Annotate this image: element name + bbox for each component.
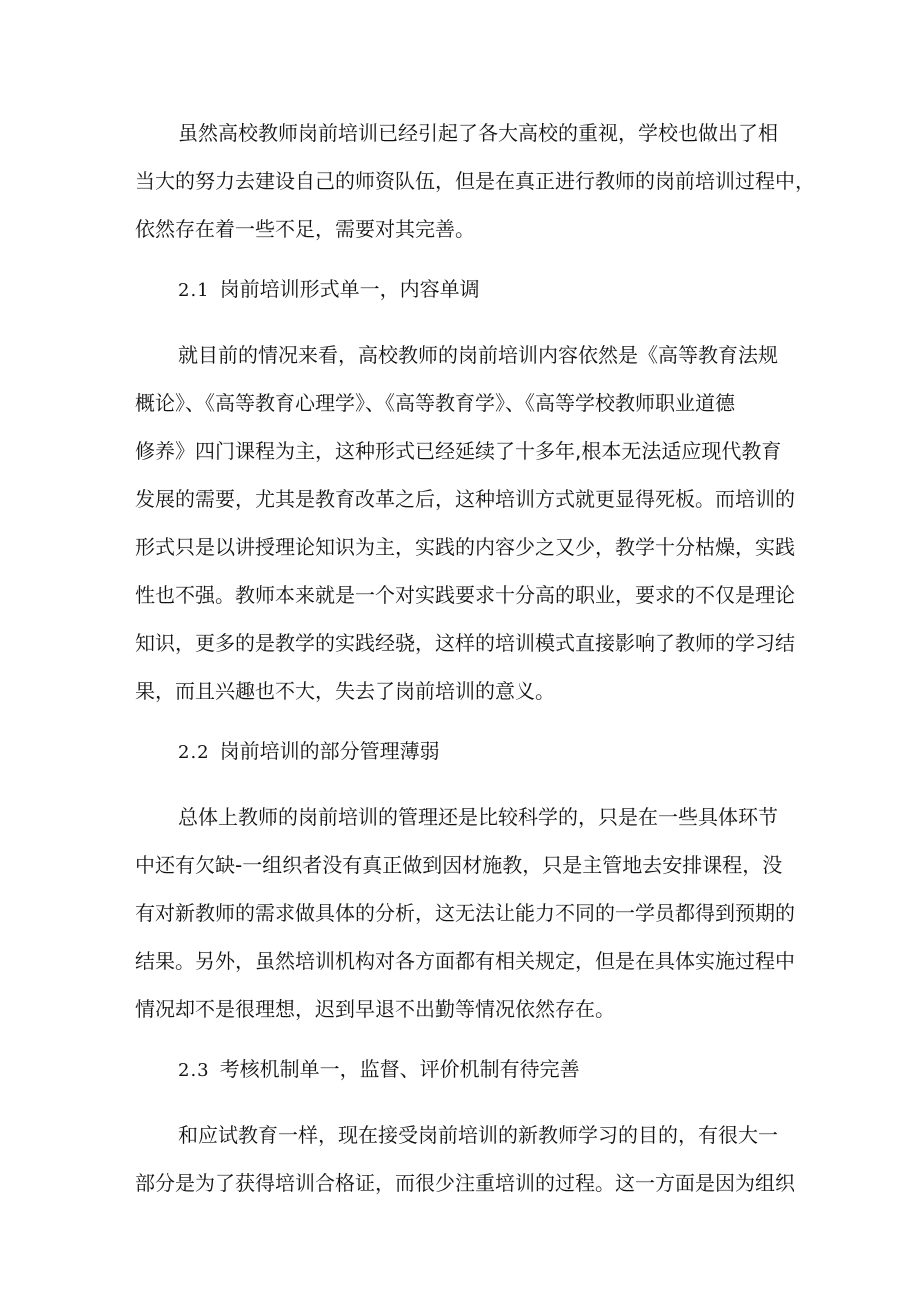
paragraph-3-line-5: 情况却不是很理想，迟到早退不出勤等情况依然存在。 <box>135 997 615 1021</box>
paragraph-1-line-3: 依然存在着一些不足，需要对其完善。 <box>135 217 475 241</box>
paragraph-2-line-1: 就目前的情况来看，高校教师的岗前培训内容依然是《高等教育法规 <box>178 343 778 367</box>
section-number: 2.1 <box>178 280 210 301</box>
section-number: 2.3 <box>178 1060 210 1081</box>
section-title: 岗前培训形式单一，内容单调 <box>219 277 480 301</box>
section-heading-2-1 <box>178 275 480 303</box>
paragraph-3-line-4: 结果。另外，虽然培训机构对各方面都有相关规定，但是在具体实施过程中 <box>135 949 795 973</box>
paragraph-4-line-1: 和应试教育一样，现在接受岗前培训的新教师学习的目的，有很大一 <box>178 1123 778 1147</box>
paragraph-2-line-3: 修养》四门课程为主，这种形式已经延续了十多年,根本无法适应现代教育 <box>135 439 782 463</box>
paragraph-2-line-4: 发展的需要，尤其是教育改革之后，这种培训方式就更显得死板。而培训的 <box>135 487 795 511</box>
paragraph-2-line-5: 形式只是以讲授理论知识为主，实践的内容少之又少，教学十分枯燥，实践 <box>135 535 795 559</box>
paragraph-2-line-2: 概论》、《高等教育心理学》、《高等教育学》、《高等学校教师职业道德 <box>135 391 735 415</box>
section-heading-2-2 <box>178 737 440 765</box>
section-heading-2-3 <box>178 1055 580 1083</box>
paragraph-3-line-2: 中还有欠缺-一组织者没有真正做到因材施教，只是主管地去安排课程，没 <box>135 853 783 877</box>
paragraph-1-line-1: 虽然高校教师岗前培训已经引起了各大高校的重视，学校也做出了相 <box>178 121 778 145</box>
paragraph-3-line-3: 有对新教师的需求做具体的分析，这无法让能力不同的一学员都得到预期的 <box>135 901 795 925</box>
section-number: 2.2 <box>178 742 210 763</box>
paragraph-2-line-6: 性也不强。教师本来就是一个对实践要求十分高的职业，要求的不仅是理论 <box>135 583 795 607</box>
paragraph-3-line-1: 总体上教师的岗前培训的管理还是比较科学的，只是在一些具体环节 <box>178 805 778 829</box>
section-title: 岗前培训的部分管理薄弱 <box>219 739 440 763</box>
section-title: 考核机制单一，监督、评价机制有待完善 <box>219 1057 580 1081</box>
paragraph-2-line-8: 果，而且兴趣也不大，失去了岗前培训的意义。 <box>135 679 555 703</box>
paragraph-2-line-7: 知识，更多的是教学的实践经骁，这样的培训模式直接影响了教师的学习结 <box>135 631 795 655</box>
paragraph-4-line-2: 部分是为了获得培训合格证，而很少注重培训的过程。这一方面是因为组织 <box>135 1171 795 1195</box>
paragraph-1-line-2: 当大的努力去建设自己的师资队伍，但是在真正进行教师的岗前培训过程中， <box>135 169 815 193</box>
